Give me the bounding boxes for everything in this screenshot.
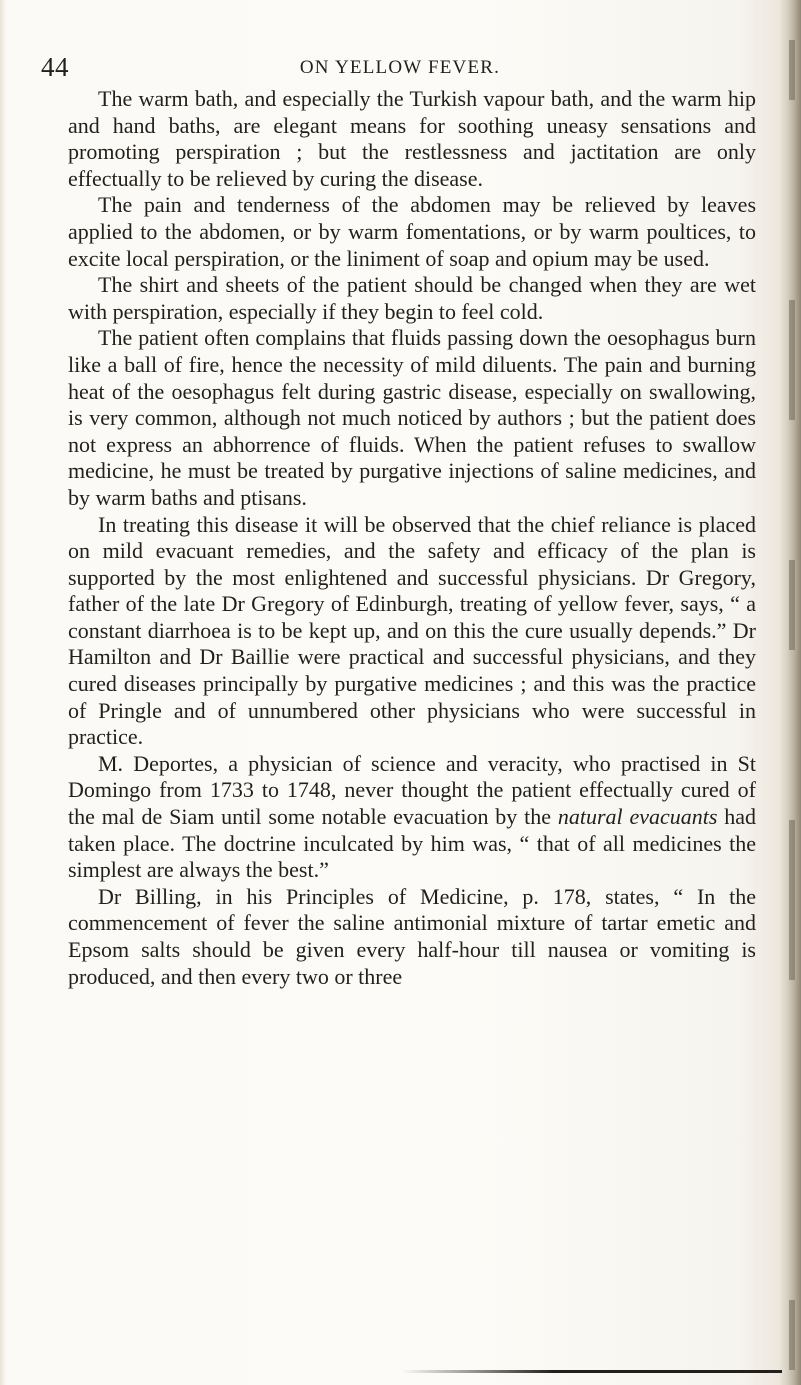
paragraph: In treating this disease it will be observed that the chief reliance is placed on mild evacuant remedies, and the safety and efficacy of the plan is supported by the most enlightened and successful physicians. Dr Gregory, father of the late Dr Gregory of Edinburgh, treating of yellow fever, says, “ a constant diarrhoea is to be kept up, and on this the cure usually depends.” Dr Hamilton and Dr Baillie were practical and successful physicians, and they cured diseases principally by purgative medicines ; and this was the practice of Pringle and of unnumbered other physicians who were successful in practice. bbox=[68, 511, 756, 750]
paragraph-text: had taken place. The doctrine inculcated by him was, “ that of all medicines the simplest are always the best.” bbox=[68, 804, 757, 883]
gutter-mark bbox=[789, 1300, 795, 1370]
book-gutter-shadow bbox=[779, 0, 801, 1385]
page-bottom-edge bbox=[402, 1370, 782, 1373]
italic-phrase: natural evacuants bbox=[557, 804, 718, 830]
paragraph: The patient often complains that fluids passing down the oesophagus burn like a ball of fire, hence the necessity of mild diluents. The pain and burning heat of the oesophagus felt during gastric disease, especially on swallowing, is very common, although not much noticed by authors ; but the patient does not express an abhorrence of fluids. When the patient refuses to swallow medicine, he must be treated by purgative injections of saline medicines, and by warm baths and ptisans. bbox=[68, 325, 756, 510]
paragraph: The pain and tenderness of the abdomen may be relieved by leaves applied to the abdomen, or by warm fomentations, or by warm poultices, to excite local perspiration, or the liniment of soap and opium may be used. bbox=[68, 192, 756, 271]
page-header bbox=[0, 52, 801, 82]
body-text bbox=[68, 86, 756, 990]
paragraph: The warm bath, and especially the Turkish vapour bath, and the warm hip and hand baths, are elegant means for soothing uneasy sensations and promoting perspiration ; but the restlessness and jactitation are only effectually to be relieved by curing the disease. bbox=[68, 86, 756, 191]
page-left-edge bbox=[0, 0, 6, 1385]
gutter-mark bbox=[789, 560, 795, 650]
paragraph bbox=[68, 751, 756, 884]
gutter-mark bbox=[789, 820, 795, 980]
gutter-mark bbox=[789, 300, 795, 420]
paragraph: Dr Billing, in his Principles of Medicine, p. 178, states, “ In the commencement of fever the saline antimonial mixture of tartar emetic and Epsom salts should be given every half-hour till nausea or vomiting is produced, and then every two or three bbox=[68, 883, 756, 989]
paragraph: The shirt and sheets of the patient should be changed when they are wet with perspiration, especially if they begin to feel cold. bbox=[68, 272, 756, 324]
paragraph-text: M. Deportes, a physician of science and veracity, who practised in St Domingo from 1733 to 1748, never thought the patient effectually cured of the mal de Siam until some notable evacuation by the bbox=[68, 750, 756, 830]
page-number: 44 bbox=[41, 52, 69, 82]
running-head: ON YELLOW FEVER. bbox=[299, 57, 501, 78]
